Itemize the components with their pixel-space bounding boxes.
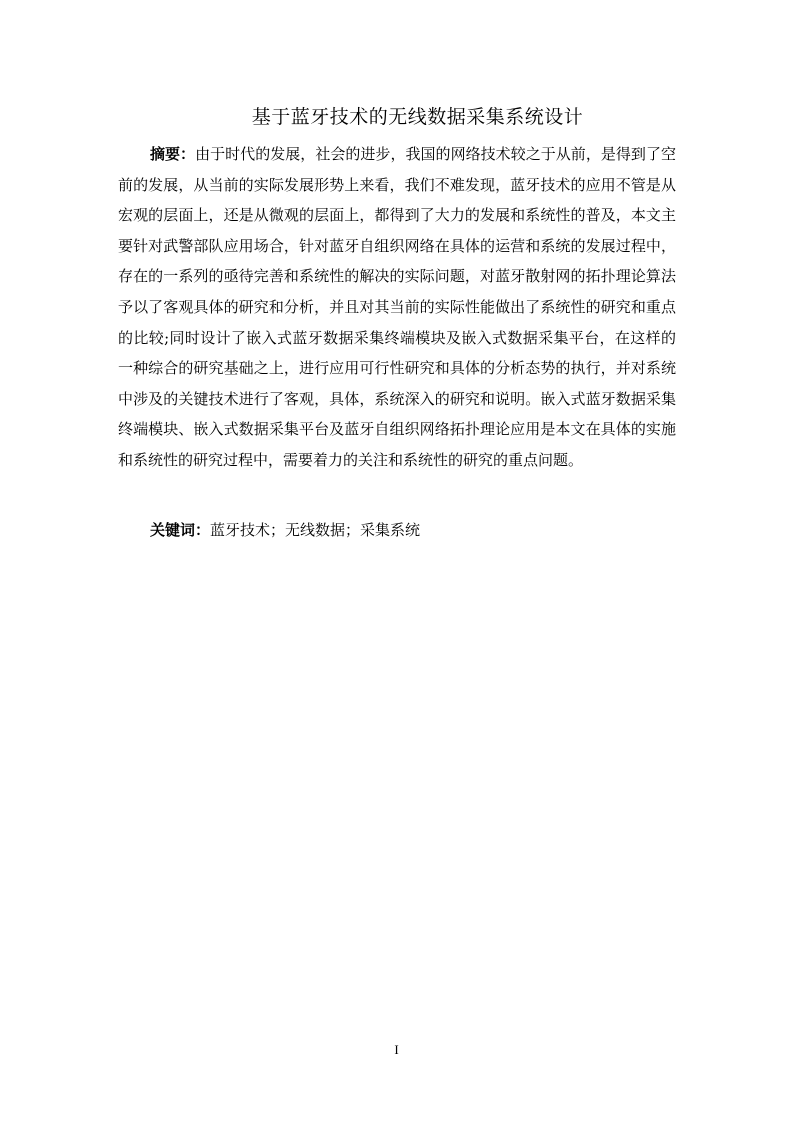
- document-title: 基于蓝牙技术的无线数据采集系统设计: [251, 106, 584, 128]
- page-number: I: [394, 1042, 399, 1057]
- keywords-label: 关键词：: [150, 521, 211, 539]
- keywords-paragraph: [118, 515, 676, 546]
- abstract-label: 摘要：: [150, 145, 196, 163]
- abstract-text: 由于时代的发展，社会的进步，我国的网络技术较之于从前，是得到了空前的发展，从当前的实际发展形势上来看，我们不难发现，蓝牙技术的应用不管是从宏观的层面上，还是从微观的层面上，都得到了大力的发展和系统性的普及，本文主要针对武警部队应用场合，针对蓝牙自组织网络在具体的运营和系统的发展过程中，存在的一系列的亟待完善和系统性的解决的实际问题，对蓝牙散射网的拓扑理论算法予以了客观具体的研究和分析，并且对其当前的实际性能做出了系统性的研究和重点的比较;同时设计了嵌入式蓝牙数据采集终端模块及嵌入式数据采集平台，在这样的一种综合的研究基础之上，进行应用可行性研究和具体的分析态势的执行，并对系统中涉及的关键技术进行了客观，具体，系统深入的研究和说明。嵌入式蓝牙数据采集终端模块、嵌入式数据采集平台及蓝牙自组织网络拓扑理论应用是本文在具体的实施和系统性的研究过程中，需要着力的关注和系统性的研究的重点问题。: [118, 145, 676, 469]
- keywords-text: 蓝牙技术；无线数据；采集系统: [210, 521, 421, 539]
- abstract-paragraph: [118, 139, 676, 476]
